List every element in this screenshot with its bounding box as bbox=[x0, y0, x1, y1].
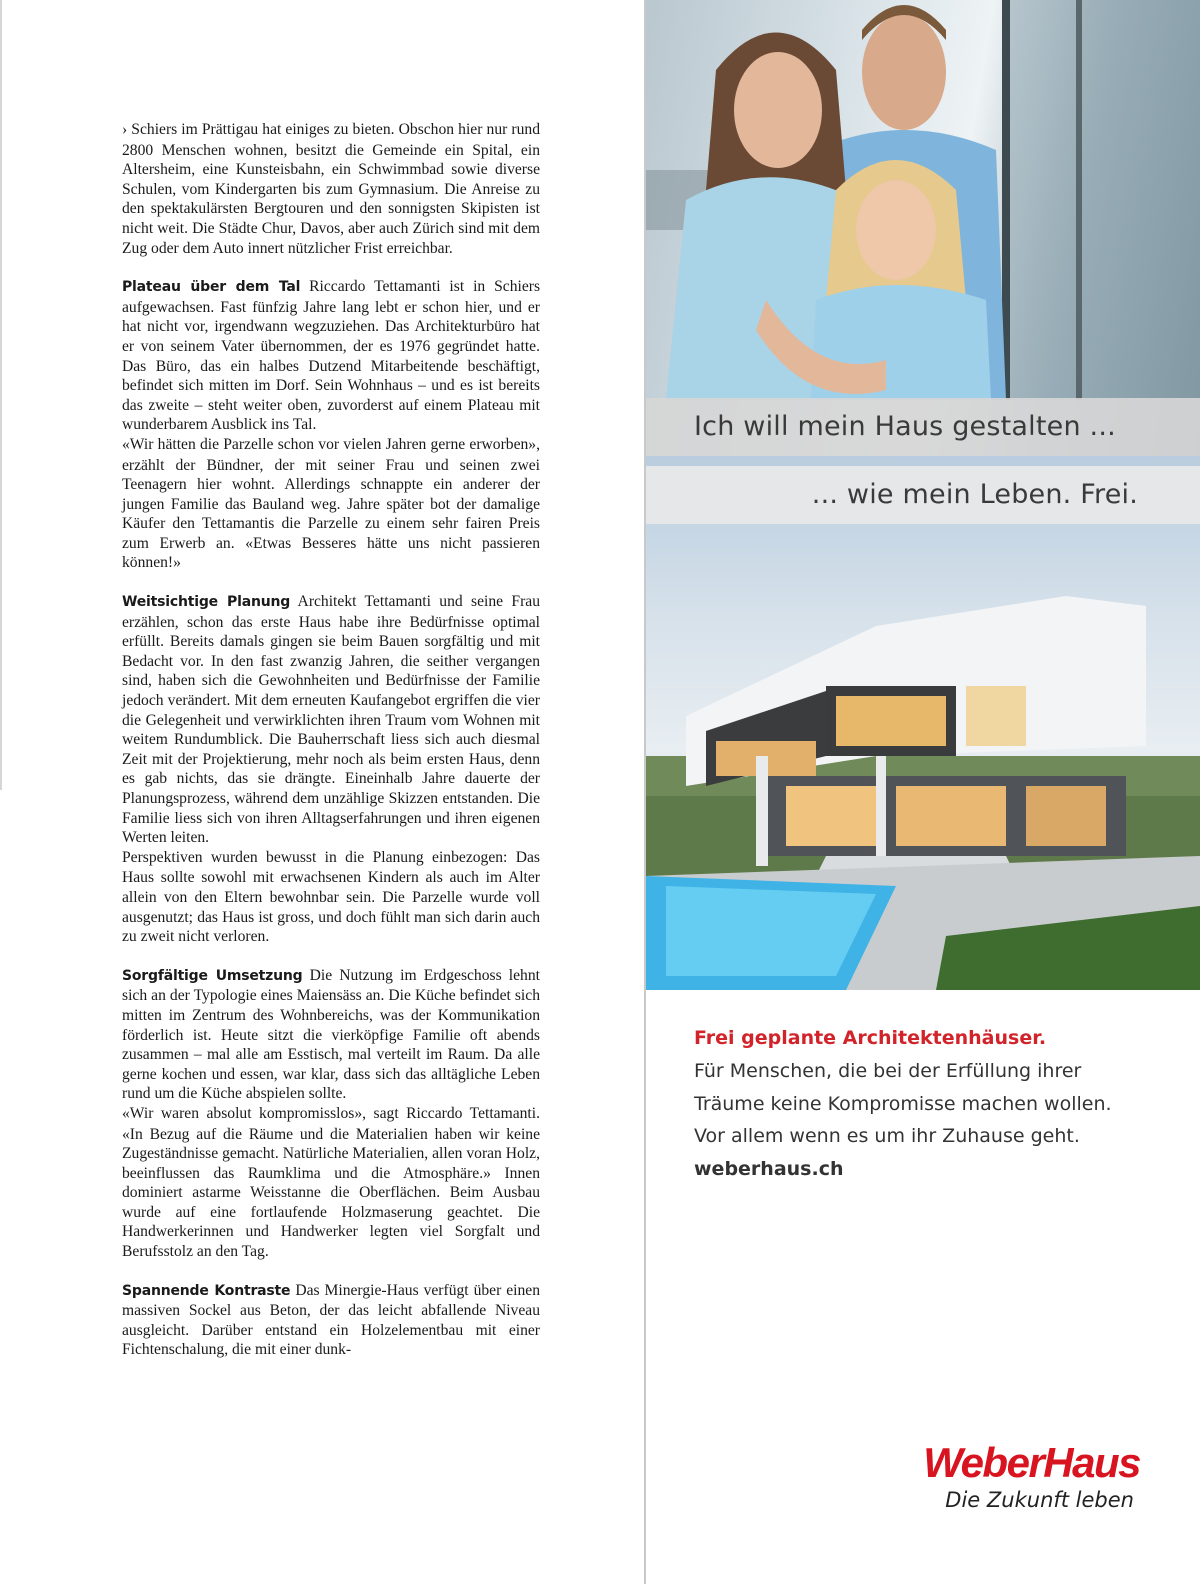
subheading: Spannende Kontraste bbox=[122, 1282, 291, 1299]
article-paragraph: Perspektiven wurden bewusst in die Planung einbezogen: Das Haus sollte sowohl mit erwachsenen Kindern als auch im Alter allein von den Eltern bewohnbar sein. Die Parzelle wurde voll ausgenutzt; das Haus ist gross, und doch fühlt man sich darin auch zu zweit nicht verloren. bbox=[122, 848, 540, 946]
family-photo bbox=[646, 0, 1200, 456]
house-illustration bbox=[646, 456, 1200, 990]
weberhaus-advertisement bbox=[646, 0, 1200, 1584]
ad-copy bbox=[694, 1022, 1164, 1186]
ad-body-line: Vor allem wenn es um ihr Zuhause geht. bbox=[694, 1125, 1080, 1148]
article-paragraph: › Schiers im Prättigau hat einiges zu bieten. Obschon hier nur rund 2800 Menschen wohnen, besitzt die Gemeinde ein Spital, ein Altersheim, eine Kunsteisbahn, ein Schwimmbad sowie diverse Schulen, vom Kindergarten bis zum Gymnasium. Die Anreise zu den spektakulärsten Bergtouren und den sonnigsten Skipisten ist nicht weit. Die Städte Chur, Davos, aber auch Zürich sind mit dem Zug oder dem Auto innert nützlicher Frist erreichbar. bbox=[122, 121, 540, 257]
logo-tagline: Die Zukunft leben bbox=[945, 1488, 1134, 1512]
article-body bbox=[122, 120, 540, 1360]
article-paragraph: Sorgfältige Umsetzung Die Nutzung im Erdgeschoss lehnt sich an der Typologie eines Maiensäss an. Die Küche befindet sich mitten im Zentrum des Wohnbereichs, was der Kommunikation förderlich ist. Heute sitzt die vierköpfige Familie oft abends zusammen – mal alle am Esstisch, mal verteilt im Raum. Da alle gerne kochen und essen, war klar, dass sich das alltägliche Leben rund um die Küche abspielen sollte. bbox=[122, 966, 540, 1103]
banner-bottom: ... wie mein Leben. Frei. bbox=[646, 466, 1200, 524]
banner-top: Ich will mein Haus gestalten ... bbox=[646, 398, 1200, 456]
article-paragraph: Plateau über dem Tal Riccardo Tettamanti ist in Schiers aufgewachsen. Fast fünfzig Jahre lang lebt er schon hier, und er hat nicht vor, irgendwann wegzuziehen. Das Architekturbüro hat er von seinem Vater übernommen, der es 1976 gegründet hatte. Das Büro, das ein halbes Dutzend Mitarbeitende beschäftigt, befindet sich mitten im Dorf. Sein Wohnhaus – und es ist bereits das zweite – steht weiter oben, zuvorderst auf einem Plateau mit wunderbarem Ausblick ins Tal. bbox=[122, 278, 541, 434]
ad-body-line: Für Menschen, die bei der Erfüllung ihrer bbox=[694, 1059, 1082, 1082]
ad-url-link[interactable]: weberhaus.ch bbox=[694, 1158, 844, 1181]
ad-headline: Frei geplante Architektenhäuser. bbox=[694, 1027, 1047, 1049]
article-paragraph: «Wir waren absolut kompromisslos», sagt Riccardo Tettamanti. «In Bezug auf die Räume und die Materialien haben wir keine Zugeständnisse gemacht. Natürliche Materialien, allen voran Holz, beeinflussen das Raumklima und die Atmosphäre.» Innen dominiert astarme Weisstanne die Oberflächen. Beim Ausbau wurde auf eine fortlaufende Holzmaserung geachtet. Die Handwerkerinnen und Handwerker legten viel Sorgfalt und Berufsstolz an den Tag. bbox=[122, 1104, 540, 1261]
subheading: Plateau über dem Tal bbox=[122, 279, 301, 296]
weberhaus-logo bbox=[870, 1440, 1140, 1514]
article-paragraph: Spannende Kontraste Das Minergie-Haus verfügt über einen massiven Sockel aus Beton, der das leicht abfallende Niveau ausgleicht. Darüber entstand ein Holzelementbau mit einer Fichtenschalung, die mit einer dunk- bbox=[122, 1281, 541, 1359]
family-illustration bbox=[646, 0, 1200, 456]
logo-wordmark: WeberHaus bbox=[923, 1439, 1140, 1486]
article-paragraph: Weitsichtige Planung Architekt Tettamanti und seine Frau erzählen, schon das erste Haus habe ihre Bedürfnisse optimal erfüllt. Bereits damals gingen sie beim Bauen sorgfältig und mit Bedacht vor. In den fast zwanzig Jahren, die seither vergangen sind, haben sich die Gewohnheiten und Bedürfnisse der Familie jedoch verändert. Mit dem erneuten Kaufangebot ergriffen die vier die Gelegenheit und verwirklichten ihren Traum vom Wohnen mit weitem Rundumblick. Die Bauherrschaft liess sich auch diesmal Zeit mit der Projektierung, mehr noch als beim ersten Haus, denn es gab nichts, das sie drängte. Eineinhalb Jahre dauerte der Planungsprozess, während dem unzählige Skizzen entstanden. Die Familie liess sich von ihren Alltagserfahrungen und ihren eigenen Werten leiten. bbox=[122, 593, 540, 847]
article-paragraph: «Wir hätten die Parzelle schon vor vielen Jahren gerne erworben», erzählt der Bündner, der mit seiner Frau und seinen zwei Teenagern hier wohnt. Allerdings schnappte ein anderer der jungen Familie das Bauland weg. Jahre später bot der damalige Käufer den Tettamantis die Parzelle zu einem sehr fairen Preis zum Erwerb an. «Etwas Besseres hätte uns nicht passieren können!» bbox=[122, 435, 540, 572]
page-edge-mark bbox=[0, 0, 2, 790]
ad-body-line: Träume keine Kompromisse machen wollen. bbox=[694, 1092, 1112, 1115]
subheading: Sorgfältige Umsetzung bbox=[122, 967, 303, 984]
house-photo bbox=[646, 456, 1200, 990]
subheading: Weitsichtige Planung bbox=[122, 594, 291, 611]
